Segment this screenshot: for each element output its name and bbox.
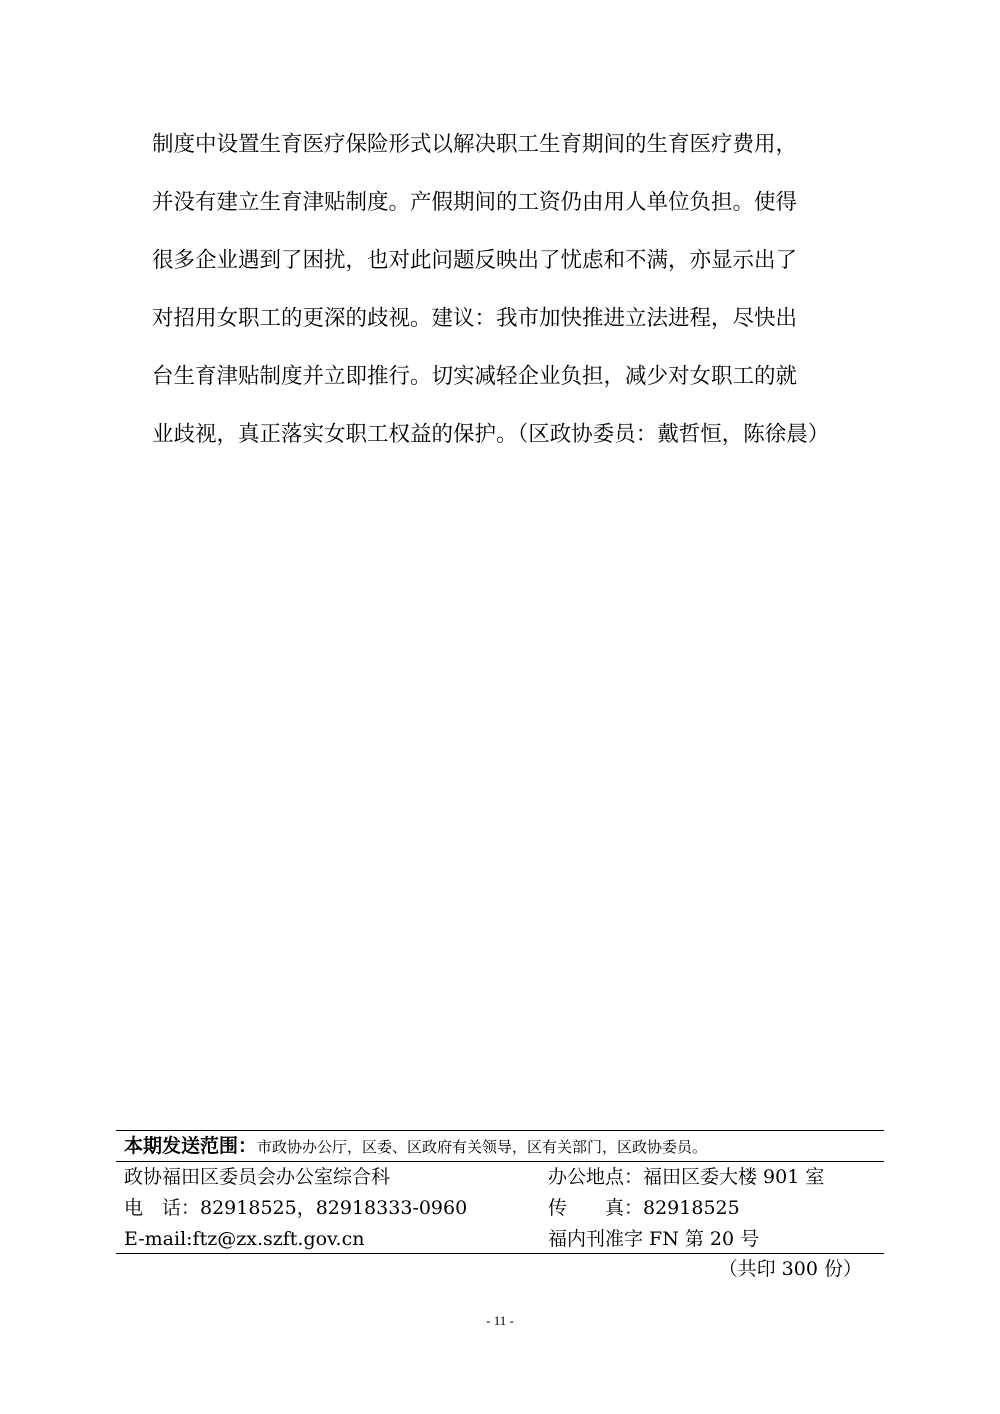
fax-number: 传 真：82918525: [548, 1197, 740, 1219]
body-line: 对招用女职工的更深的歧视。建议：我市加快推进立法进程，尽快出: [152, 306, 798, 331]
body-line: 制度中设置生育医疗保险形式以解决职工生育期间的生育医疗费用，: [152, 132, 798, 157]
body-line: 台生育津贴制度并立即推行。切实减轻企业负担，减少对女职工的就: [152, 364, 798, 389]
distribution-scope: [124, 1132, 707, 1160]
office-address: 办公地点：福田区委大楼 901 室: [548, 1166, 825, 1188]
body-line: 很多企业遇到了困扰，也对此问题反映出了忧虑和不满，亦显示出了: [152, 248, 798, 273]
scope-value: 市政协办公厅，区委、区政府有关领导，区有关部门，区政协委员。: [257, 1138, 708, 1156]
publication-permit: 福内刊准字 FN 第 20 号: [548, 1228, 760, 1250]
body-line: 并没有建立生育津贴制度。产假期间的工资仍由用人单位负担。使得: [152, 190, 798, 215]
scope-label: 本期发送范围：: [124, 1135, 258, 1157]
page-number: - 11 -: [486, 1313, 514, 1328]
footer-top-rule: [116, 1130, 884, 1131]
email-address: E-mail:ftz@zx.szft.gov.cn: [124, 1228, 365, 1250]
print-copies: （共印 300 份）: [718, 1258, 862, 1280]
footer-middle-rule: [116, 1161, 884, 1162]
phone-numbers: 电 话：82918525，82918333-0960: [124, 1197, 468, 1219]
office-name: 政协福田区委员会办公室综合科: [124, 1166, 391, 1188]
body-line: 业歧视，真正落实女职工权益的保护。（区政协委员：戴哲恒，陈徐晨）: [152, 422, 830, 447]
